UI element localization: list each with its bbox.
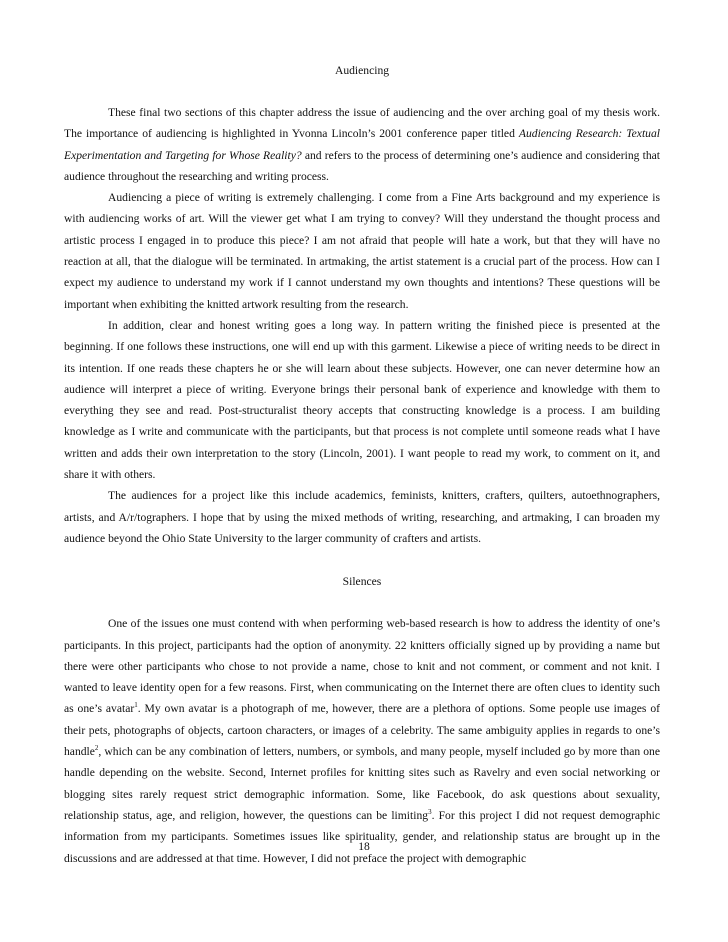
section-heading-silences: Silences bbox=[342, 575, 382, 589]
body-paragraph bbox=[64, 485, 660, 549]
paragraph-text: The audiences for a project like this include academics, feminists, knitters, crafters, quilters, autoethnographers, artists, and A/r/tographers. I hope that by using the mixed methods of writing, researching, and artmaking, I can broaden my audience beyond the Ohio State University to the larger community of crafters and artists. bbox=[64, 489, 660, 545]
body-paragraph bbox=[64, 187, 660, 315]
section-body-audiencing bbox=[64, 102, 660, 549]
body-paragraph bbox=[64, 102, 660, 187]
footnote-marker: 3 bbox=[428, 808, 432, 817]
page-number: 18 bbox=[358, 840, 370, 853]
body-paragraph bbox=[64, 613, 660, 869]
paragraph-text: These final two sections of this chapter address the issue of audiencing and the over arching goal of my thesis work. The importance of audiencing is highlighted in Yvonna Lincoln’s 2001 conference paper titled bbox=[64, 106, 660, 141]
document-page bbox=[64, 60, 660, 869]
paragraph-text: and refers to the process of determining one’s audience and considering that audience throughout the researching and writing process. bbox=[64, 148, 661, 183]
paragraph-text: . For this project I did not request demographic information from my participants. Sometimes issues like spirituality, gender, and relationship status are brought up in the discussions and are addressed at that time. However, I did not preface the project with demographic bbox=[64, 808, 661, 865]
paragraph-text: , which can be any combination of letters, numbers, or symbols, and many people, myself included go by more than one handle depending on the website. Second, Internet profiles for knitting sites such as Ravelry and even social networking or blogging sites rarely request strict demographic information. Some, like Facebook, do ask questions about sexuality, relationship status, age, and religion, however, the questions can be limiting bbox=[64, 745, 660, 822]
footnote-marker: 1 bbox=[134, 701, 138, 710]
body-paragraph bbox=[64, 315, 660, 485]
paragraph-text: One of the issues one must contend with when performing web-based research is how to address the identity of one’s participants. In this project, participants had the option of anonymity. 22 knitters officially signed up by providing a name but there were other participants who chose to not provide a name, chose to knit and not comment, or comment and not knit. I wanted to leave identity open for a few reasons. First, when communicating on the Internet there are often clues to identity such as one’s avatar bbox=[64, 617, 660, 716]
section-body-silences bbox=[64, 613, 660, 869]
footnote-marker: 2 bbox=[94, 744, 99, 753]
paragraph-text: . My own avatar is a photograph of me, however, there are a plethora of options. Some people use images of their pets, photographs of objects, cartoon characters, or images of a celebrity. The same ambiguity applies in regards to one’s handle bbox=[64, 702, 660, 759]
paragraph-text: Audiencing a piece of writing is extremely challenging. I come from a Fine Arts background and my experience is with audiencing works of art. Will the viewer get what I am trying to convey? Will they understand the thought process and artistic process I engaged in to produce this piece? I am not afraid that people will hate a work, but that they will have no reaction at all, that the dialogue will be terminated. In artmaking, the artist statement is a crucial part of the process. How can I expect my audience to understand my work if I cannot understand my own thoughts and intentions? These questions will be important when exhibiting the knitted artwork resulting from the research. bbox=[64, 191, 660, 311]
paragraph-text: In addition, clear and honest writing goes a long way. In pattern writing the finished piece is presented at the beginning. If one follows these instructions, one will end up with this garment. Likewise a piece of writing needs to be direct in its intention. If one reads these chapters he or she will learn about these subjects. However, one can never determine how an audience will interpret a piece of writing. Everyone brings their personal bank of experience and knowledge with them to everything they see and read. Post-structuralist theory accepts that constructing knowledge is a process. I am building knowledge as I write and communicate with the participants, but that process is not complete until someone reads what I have written and adds their own interpretation to the story (Lincoln, 2001). I want people to read my work, to comment on it, and share it with others. bbox=[64, 318, 660, 482]
italic-title: Audiencing Research: Textual Experimentation and Targeting for Whose Reality? bbox=[64, 127, 660, 162]
section-heading-audiencing: Audiencing bbox=[334, 64, 390, 77]
